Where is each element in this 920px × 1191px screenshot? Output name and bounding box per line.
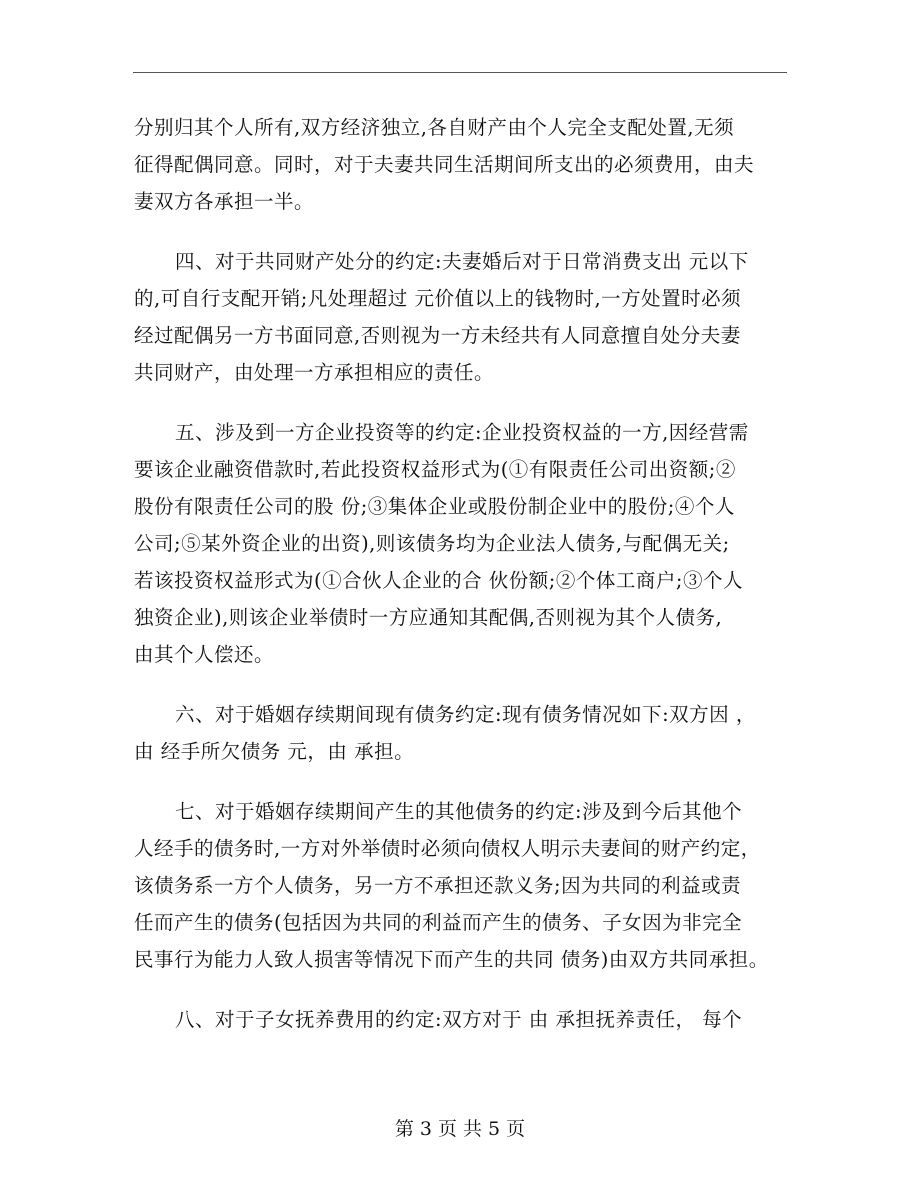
page-number-footer: 第 3 页 共 5 页 <box>394 1118 526 1140</box>
paragraph-line: 独资企业),则该企业举债时一方应通知其配偶,否则视为其个人债务, <box>134 606 723 629</box>
paragraph-line: 的,可自行支配开销;凡处理超过 元价值以上的钱物时,一方处置时必须 <box>134 287 742 310</box>
paragraph-line: 由 经手所欠债务 元，由 承担。 <box>134 740 415 763</box>
paragraph-line: 六、对于婚姻存续期间现有债务约定:现有债务情况如下:双方因 ， <box>175 703 756 726</box>
paragraph-line: 民事行为能力人致人损害等情况下而产生的共同 债务)由双方共同承担。 <box>134 948 769 971</box>
paragraph-line: 征得配偶同意。同时，对于夫妻共同生活期间所支出的必须费用，由夫 <box>134 153 755 176</box>
paragraph-line: 任而产生的债务(包括因为共同的利益而产生的债务、子女因为非完全 <box>134 911 743 934</box>
paragraph-line: 妻双方各承担一半。 <box>134 190 315 213</box>
paragraph-line: 共同财产，由处理一方承担相应的责任。 <box>134 361 495 384</box>
header-rule <box>133 72 787 73</box>
paragraph-line: 五、涉及到一方企业投资等的约定:企业投资权益的一方,因经营需 <box>175 421 749 444</box>
paragraph-line: 股份有限责任公司的股 份;③集体企业或股份制企业中的股份;④个人 <box>134 495 735 518</box>
paragraph-line: 分别归其个人所有,双方经济独立,各自财产由个人完全支配处置,无须 <box>134 116 735 139</box>
paragraph-line: 由其个人偿还。 <box>134 643 275 666</box>
paragraph-line: 七、对于婚姻存续期间产生的其他债务的约定:涉及到今后其他个 <box>175 800 743 823</box>
paragraph-line: 公司;⑤某外资企业的出资),则该债务均为企业法人债务,与配偶无关; <box>134 532 730 555</box>
paragraph-line: 若该投资权益形式为(①合伙人企业的合 伙份额;②个体工商户;③个人 <box>134 569 743 592</box>
paragraph-line: 经过配偶另一方书面同意,否则视为一方未经共有人同意擅自处分夫妻 <box>134 324 741 347</box>
paragraph-line: 要该企业融资借款时,若此投资权益形式为(①有限责任公司出资额;② <box>134 458 736 481</box>
paragraph-line: 该债务系一方个人债务，另一方不承担还款义务;因为共同的利益或责 <box>134 874 742 897</box>
paragraph-line: 八、对于子女抚养费用的约定:双方对于 由 承担抚养责任， 每个 <box>175 1008 743 1031</box>
paragraph-line: 人经手的债务时,一方对外举债时必须向债权人明示夫妻间的财产约定， <box>134 837 761 860</box>
paragraph-line: 四、对于共同财产处分的约定:夫妻婚后对于日常消费支出 元以下 <box>175 250 749 273</box>
